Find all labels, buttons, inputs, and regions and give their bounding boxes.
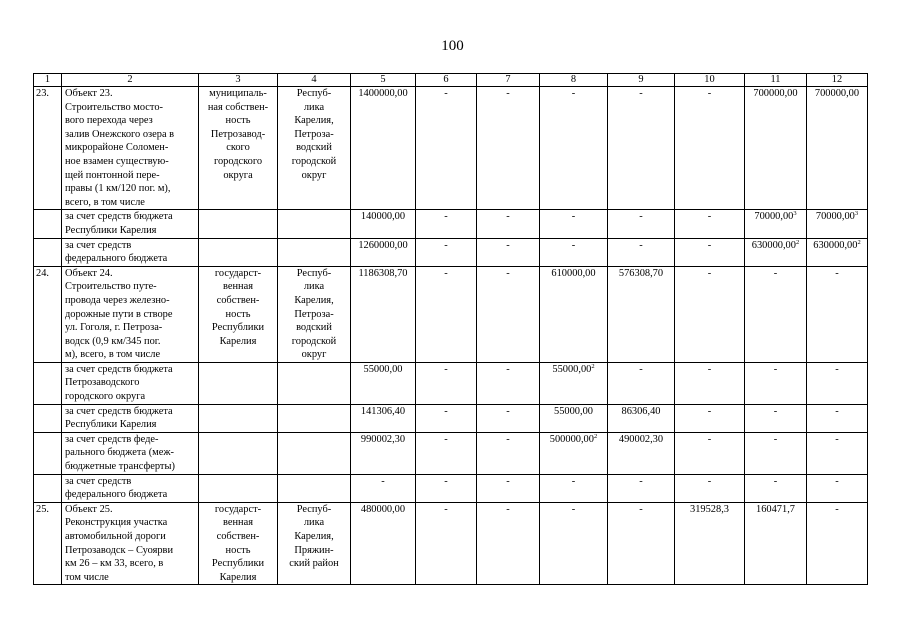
amount-col8-text: - bbox=[571, 503, 576, 515]
ownership-cell bbox=[199, 502, 278, 585]
amount-col8-cell bbox=[540, 362, 608, 404]
ownership-text: муниципаль- ная собствен- ность Петрозавод- ского городского округа bbox=[207, 88, 269, 181]
amount-col11-text: - bbox=[773, 433, 778, 445]
amount-col11-cell bbox=[745, 266, 807, 362]
amount-col8-cell bbox=[540, 266, 608, 362]
amount-col8-text: 55000,00 bbox=[554, 405, 593, 417]
total-amount-text: 140000,00 bbox=[360, 211, 406, 223]
amount-col11-cell bbox=[745, 210, 807, 238]
location-cell bbox=[278, 210, 351, 238]
amount-col11-cell bbox=[745, 432, 807, 474]
total-amount-cell bbox=[351, 474, 416, 502]
header-row bbox=[34, 74, 868, 87]
amount-col12-text: 700000,00 bbox=[814, 88, 860, 99]
ownership-cell bbox=[199, 210, 278, 238]
footnote-mark: 2 bbox=[593, 432, 598, 440]
amount-col7-cell bbox=[477, 362, 540, 404]
footnote-mark: 2 bbox=[591, 362, 595, 370]
amount-col10-text: - bbox=[707, 211, 712, 223]
header-cell: 4 bbox=[278, 74, 351, 87]
amount-col7-cell bbox=[477, 432, 540, 474]
table-row bbox=[34, 502, 868, 585]
table-row bbox=[34, 404, 868, 432]
total-amount-cell bbox=[351, 87, 416, 210]
row-number-cell bbox=[34, 362, 62, 404]
amount-col10-text: - bbox=[707, 267, 712, 279]
object-name-text: за счет средств феде- рального бюджета (меж- бюджетные трансферты) bbox=[65, 433, 175, 473]
amount-col6-cell bbox=[416, 87, 477, 210]
amount-col7-cell bbox=[477, 238, 540, 266]
amount-col8-cell bbox=[540, 502, 608, 585]
amount-col9-cell bbox=[608, 362, 675, 404]
amount-col8-cell bbox=[540, 404, 608, 432]
amount-col9-text: 576308,70 bbox=[618, 267, 664, 279]
amount-col6-text: - bbox=[444, 433, 448, 445]
row-number-cell bbox=[34, 474, 62, 502]
total-amount-cell bbox=[351, 404, 416, 432]
amount-col11-text: - bbox=[773, 267, 778, 279]
object-name-text: за счет средств бюджета Республики Карелия bbox=[65, 405, 173, 431]
amount-col10-cell bbox=[675, 238, 745, 266]
amount-col7-cell bbox=[477, 210, 540, 238]
amount-col7-cell bbox=[477, 502, 540, 585]
row-number-cell bbox=[34, 502, 62, 585]
object-name-text: за счет средств бюджета Республики Карелия bbox=[65, 211, 173, 236]
amount-col11-text: 70000,00 bbox=[754, 211, 794, 223]
amount-col8-cell bbox=[540, 238, 608, 266]
amount-col8-text: - bbox=[571, 88, 576, 99]
amount-col9-cell bbox=[608, 404, 675, 432]
total-amount-text: 141306,40 bbox=[360, 405, 406, 417]
amount-col12-cell bbox=[807, 210, 868, 238]
header-cell: 8 bbox=[540, 74, 608, 87]
table-row bbox=[34, 87, 868, 210]
total-amount-cell bbox=[351, 432, 416, 474]
ownership-cell bbox=[199, 404, 278, 432]
ownership-cell bbox=[199, 432, 278, 474]
total-amount-text: 480000,00 bbox=[360, 503, 406, 515]
header-cell: 7 bbox=[477, 74, 540, 87]
ownership-cell bbox=[199, 266, 278, 362]
amount-col10-cell bbox=[675, 210, 745, 238]
total-amount-text: 1260000,00 bbox=[358, 239, 408, 251]
location-cell bbox=[278, 87, 351, 210]
amount-col6-text: - bbox=[444, 475, 448, 487]
amount-col12-text: - bbox=[835, 363, 839, 375]
ownership-cell bbox=[199, 87, 278, 210]
amount-col8-text: 55000,00 bbox=[552, 363, 592, 375]
object-name-cell bbox=[62, 474, 199, 502]
amount-col7-text: - bbox=[506, 239, 510, 251]
investment-objects-table bbox=[33, 73, 868, 585]
amount-col12-cell bbox=[807, 432, 868, 474]
header-cell: 9 bbox=[608, 74, 675, 87]
table-row bbox=[34, 474, 868, 502]
amount-col10-cell bbox=[675, 362, 745, 404]
object-name-cell bbox=[62, 210, 199, 238]
object-name-cell bbox=[62, 266, 199, 362]
object-name-cell bbox=[62, 432, 199, 474]
amount-col7-text: - bbox=[506, 267, 510, 279]
location-cell bbox=[278, 266, 351, 362]
total-amount-cell bbox=[351, 210, 416, 238]
amount-col11-text: - bbox=[773, 405, 778, 417]
amount-col7-text: - bbox=[506, 363, 510, 375]
total-amount-cell bbox=[351, 238, 416, 266]
row-number-cell bbox=[34, 210, 62, 238]
amount-col7-cell bbox=[477, 404, 540, 432]
amount-col12-text: - bbox=[835, 433, 839, 445]
amount-col8-text: - bbox=[571, 211, 576, 223]
amount-col6-text: - bbox=[444, 239, 448, 251]
total-amount-text: 55000,00 bbox=[363, 363, 403, 375]
amount-col7-text: - bbox=[506, 433, 510, 445]
location-cell bbox=[278, 432, 351, 474]
amount-col12-text: - bbox=[835, 405, 839, 417]
object-name-cell bbox=[62, 362, 199, 404]
amount-col6-cell bbox=[416, 474, 477, 502]
amount-col6-text: - bbox=[444, 211, 448, 223]
header-cell: 3 bbox=[199, 74, 278, 87]
location-cell bbox=[278, 362, 351, 404]
object-name-cell bbox=[62, 502, 199, 585]
amount-col8-cell bbox=[540, 474, 608, 502]
total-amount-cell bbox=[351, 362, 416, 404]
amount-col8-text: - bbox=[571, 239, 576, 251]
amount-col12-cell bbox=[807, 362, 868, 404]
amount-col6-text: - bbox=[444, 363, 448, 375]
amount-col10-text: - bbox=[707, 475, 712, 487]
amount-col6-text: - bbox=[444, 88, 448, 99]
total-amount-text: 990002,30 bbox=[360, 433, 406, 445]
ownership-cell bbox=[199, 474, 278, 502]
object-name-text: Объект 23. Строительство мосто- вого перехода через залив Онежского озера в микрорайоне Соломен- ное взамен существую- щей понтонной пере- правы (1 км/120 пог. м), всего, в том числе bbox=[65, 88, 175, 208]
amount-col10-text: - bbox=[707, 88, 712, 99]
object-name-cell bbox=[62, 404, 199, 432]
amount-col10-text: - bbox=[707, 239, 712, 251]
row-number-text: 25. bbox=[36, 503, 49, 515]
amount-col9-cell bbox=[608, 432, 675, 474]
row-number-cell bbox=[34, 432, 62, 474]
amount-col9-text: 490002,30 bbox=[618, 433, 664, 445]
table-row bbox=[34, 432, 868, 474]
footnote-mark: 2 bbox=[857, 238, 861, 246]
amount-col9-text: - bbox=[639, 503, 643, 515]
amount-col10-cell bbox=[675, 87, 745, 210]
amount-col7-cell bbox=[477, 87, 540, 210]
object-name-text: Объект 24. Строительство путе- провода через железно- дорожные пути в створе ул. Гоголя, г. Петроза- водск (0,9 км/345 пог. м), всего, в том числе bbox=[65, 267, 173, 361]
amount-col6-cell bbox=[416, 210, 477, 238]
amount-col6-cell bbox=[416, 362, 477, 404]
amount-col11-cell bbox=[745, 502, 807, 585]
amount-col6-cell bbox=[416, 238, 477, 266]
header-cell: 6 bbox=[416, 74, 477, 87]
row-number-text: 24. bbox=[36, 267, 49, 279]
amount-col12-text: - bbox=[835, 475, 839, 487]
amount-col7-text: - bbox=[506, 475, 510, 487]
ownership-cell bbox=[199, 238, 278, 266]
table-row bbox=[34, 238, 868, 266]
amount-col10-text: - bbox=[707, 363, 712, 375]
footnote-mark: 2 bbox=[795, 238, 800, 246]
header-cell: 10 bbox=[675, 74, 745, 87]
amount-col11-cell bbox=[745, 474, 807, 502]
location-text: Респуб- лика Карелия, Петроза- водский городской округ bbox=[291, 267, 337, 361]
amount-col9-text: - bbox=[639, 475, 643, 487]
amount-col9-cell bbox=[608, 87, 675, 210]
amount-col11-text: 160471,7 bbox=[756, 503, 795, 515]
amount-col10-cell bbox=[675, 432, 745, 474]
amount-col6-cell bbox=[416, 502, 477, 585]
total-amount-cell bbox=[351, 502, 416, 585]
header-cell: 11 bbox=[745, 74, 807, 87]
total-amount-text: 1186308,70 bbox=[358, 267, 408, 279]
amount-col11-cell bbox=[745, 238, 807, 266]
amount-col8-text: 500000,00 bbox=[549, 433, 594, 445]
amount-col6-cell bbox=[416, 432, 477, 474]
amount-col9-cell bbox=[608, 474, 675, 502]
amount-col7-cell bbox=[477, 474, 540, 502]
amount-col12-cell bbox=[807, 266, 868, 362]
footnote-mark: 3 bbox=[793, 210, 797, 218]
location-cell bbox=[278, 474, 351, 502]
amount-col9-text: - bbox=[639, 88, 643, 99]
total-amount-text: 1400000,00 bbox=[358, 88, 408, 99]
amount-col9-cell bbox=[608, 238, 675, 266]
amount-col11-text: 630000,00 bbox=[751, 239, 796, 251]
amount-col12-text: 630000,00 bbox=[813, 239, 858, 251]
amount-col8-text: 610000,00 bbox=[551, 267, 596, 279]
amount-col11-cell bbox=[745, 87, 807, 210]
total-amount-text: - bbox=[381, 475, 385, 487]
object-name-text: за счет средств федерального бюджета bbox=[65, 239, 168, 265]
object-name-text: за счет средств бюджета Петрозаводского городского округа bbox=[65, 363, 173, 403]
amount-col7-text: - bbox=[506, 503, 510, 515]
table-row bbox=[34, 362, 868, 404]
amount-col9-text: - bbox=[639, 239, 643, 251]
row-number-cell bbox=[34, 266, 62, 362]
object-name-cell bbox=[62, 238, 199, 266]
location-cell bbox=[278, 502, 351, 585]
amount-col10-text: - bbox=[707, 405, 712, 417]
amount-col10-text: - bbox=[707, 433, 712, 445]
header-cell: 12 bbox=[807, 74, 868, 87]
amount-col7-cell bbox=[477, 266, 540, 362]
footnote-mark: 3 bbox=[854, 210, 859, 218]
amount-col8-cell bbox=[540, 87, 608, 210]
amount-col6-cell bbox=[416, 404, 477, 432]
amount-col7-text: - bbox=[506, 211, 510, 223]
amount-col9-text: - bbox=[639, 363, 643, 375]
header-cell: 2 bbox=[62, 74, 199, 87]
location-text: Респуб- лика Карелия, Пряжин- ский район bbox=[289, 503, 339, 570]
row-number-cell bbox=[34, 238, 62, 266]
object-name-text: Объект 25. Реконструкция участка автомобильной дороги Петрозаводск – Суоярви км 26 – км 33, всего, в том числе bbox=[65, 503, 174, 583]
table-row bbox=[34, 210, 868, 238]
amount-col10-cell bbox=[675, 474, 745, 502]
amount-col12-cell bbox=[807, 404, 868, 432]
amount-col7-text: - bbox=[506, 405, 510, 417]
ownership-text: государст- венная собствен- ность Республики Карелия bbox=[211, 503, 265, 583]
amount-col12-text: - bbox=[835, 267, 839, 279]
amount-col9-cell bbox=[608, 502, 675, 585]
amount-col9-text: 86306,40 bbox=[621, 405, 661, 417]
row-number-cell bbox=[34, 87, 62, 210]
header-cell: 5 bbox=[351, 74, 416, 87]
amount-col6-cell bbox=[416, 266, 477, 362]
object-name-cell bbox=[62, 87, 199, 210]
amount-col10-cell bbox=[675, 502, 745, 585]
location-text: Респуб- лика Карелия, Петроза- водский городской округ bbox=[291, 88, 337, 181]
amount-col11-text: - bbox=[773, 363, 778, 375]
amount-col11-text: - bbox=[773, 475, 778, 487]
amount-col12-cell bbox=[807, 474, 868, 502]
table-row bbox=[34, 266, 868, 362]
amount-col11-cell bbox=[745, 404, 807, 432]
header-cell: 1 bbox=[34, 74, 62, 87]
amount-col9-cell bbox=[608, 266, 675, 362]
amount-col7-text: - bbox=[506, 88, 510, 99]
amount-col12-cell bbox=[807, 502, 868, 585]
amount-col10-cell bbox=[675, 266, 745, 362]
row-number-cell bbox=[34, 404, 62, 432]
amount-col8-cell bbox=[540, 432, 608, 474]
amount-col10-text: 319528,3 bbox=[690, 503, 729, 515]
amount-col12-text: - bbox=[835, 503, 839, 515]
amount-col11-cell bbox=[745, 362, 807, 404]
amount-col9-cell bbox=[608, 210, 675, 238]
amount-col8-text: - bbox=[571, 475, 576, 487]
amount-col6-text: - bbox=[444, 405, 448, 417]
total-amount-cell bbox=[351, 266, 416, 362]
page-number: 100 bbox=[441, 38, 464, 54]
amount-col8-cell bbox=[540, 210, 608, 238]
object-name-text: за счет средств федерального бюджета bbox=[65, 475, 168, 501]
amount-col6-text: - bbox=[444, 267, 448, 279]
amount-col12-text: 70000,00 bbox=[815, 211, 855, 223]
amount-col12-cell bbox=[807, 238, 868, 266]
amount-col10-cell bbox=[675, 404, 745, 432]
row-number-text: 23. bbox=[36, 88, 49, 99]
ownership-text: государст- венная собствен- ность Республики Карелия bbox=[211, 267, 265, 347]
ownership-cell bbox=[199, 362, 278, 404]
location-cell bbox=[278, 238, 351, 266]
amount-col12-cell bbox=[807, 87, 868, 210]
location-cell bbox=[278, 404, 351, 432]
amount-col9-text: - bbox=[639, 211, 643, 223]
amount-col11-text: 700000,00 bbox=[753, 88, 798, 99]
amount-col6-text: - bbox=[444, 503, 448, 515]
